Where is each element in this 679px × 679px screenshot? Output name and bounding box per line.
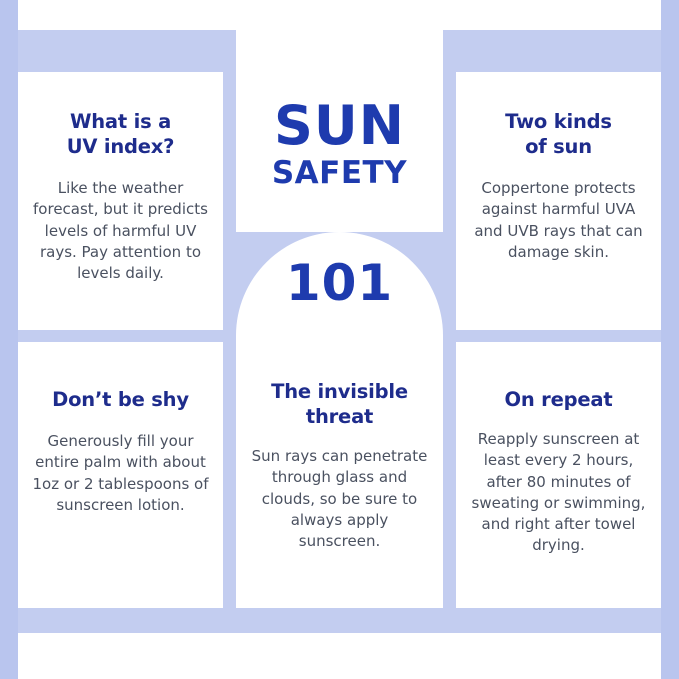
card-dont-be-shy-heading: Don’t be shy <box>52 388 189 411</box>
title-sun: SUN <box>274 94 405 157</box>
bottom-white-band <box>18 633 661 679</box>
card-invisible-threat-body: Sun rays can penetrate through glass and clouds, so be sure to always apply sunscreen. <box>251 446 428 551</box>
title-safety: SAFETY <box>271 154 408 191</box>
card-uv-index-body: Like the weather forecast, but it predicts levels of harmful UV rays. Pay attention to levels daily. <box>33 178 208 283</box>
card-two-kinds-of-sun <box>456 72 661 330</box>
card-dont-be-shy <box>18 342 223 608</box>
card-two-kinds-of-sun-heading: Two kinds of sun <box>505 110 612 158</box>
card-on-repeat <box>456 342 661 608</box>
card-dont-be-shy-body: Generously fill your entire palm with about 1oz or 2 tablespoons of sunscreen lotion. <box>32 431 209 514</box>
left-edge-band <box>0 0 18 679</box>
card-on-repeat-body: Reapply sunscreen at least every 2 hours, after 80 minutes of sweating or swimming, and right after towel drying. <box>471 429 646 555</box>
card-invisible-threat-heading: The invisible threat <box>271 380 408 428</box>
center-panel <box>236 0 443 232</box>
card-uv-index <box>18 72 223 330</box>
card-uv-index-heading: What is a UV index? <box>66 110 175 158</box>
card-on-repeat-heading: On repeat <box>504 388 613 411</box>
right-edge-band <box>661 0 679 679</box>
card-two-kinds-of-sun-body: Coppertone protects against harmful UVA and UVB rays that can damage skin. <box>474 178 643 261</box>
card-invisible-threat <box>236 342 443 608</box>
title-number-101: 101 <box>285 254 394 312</box>
